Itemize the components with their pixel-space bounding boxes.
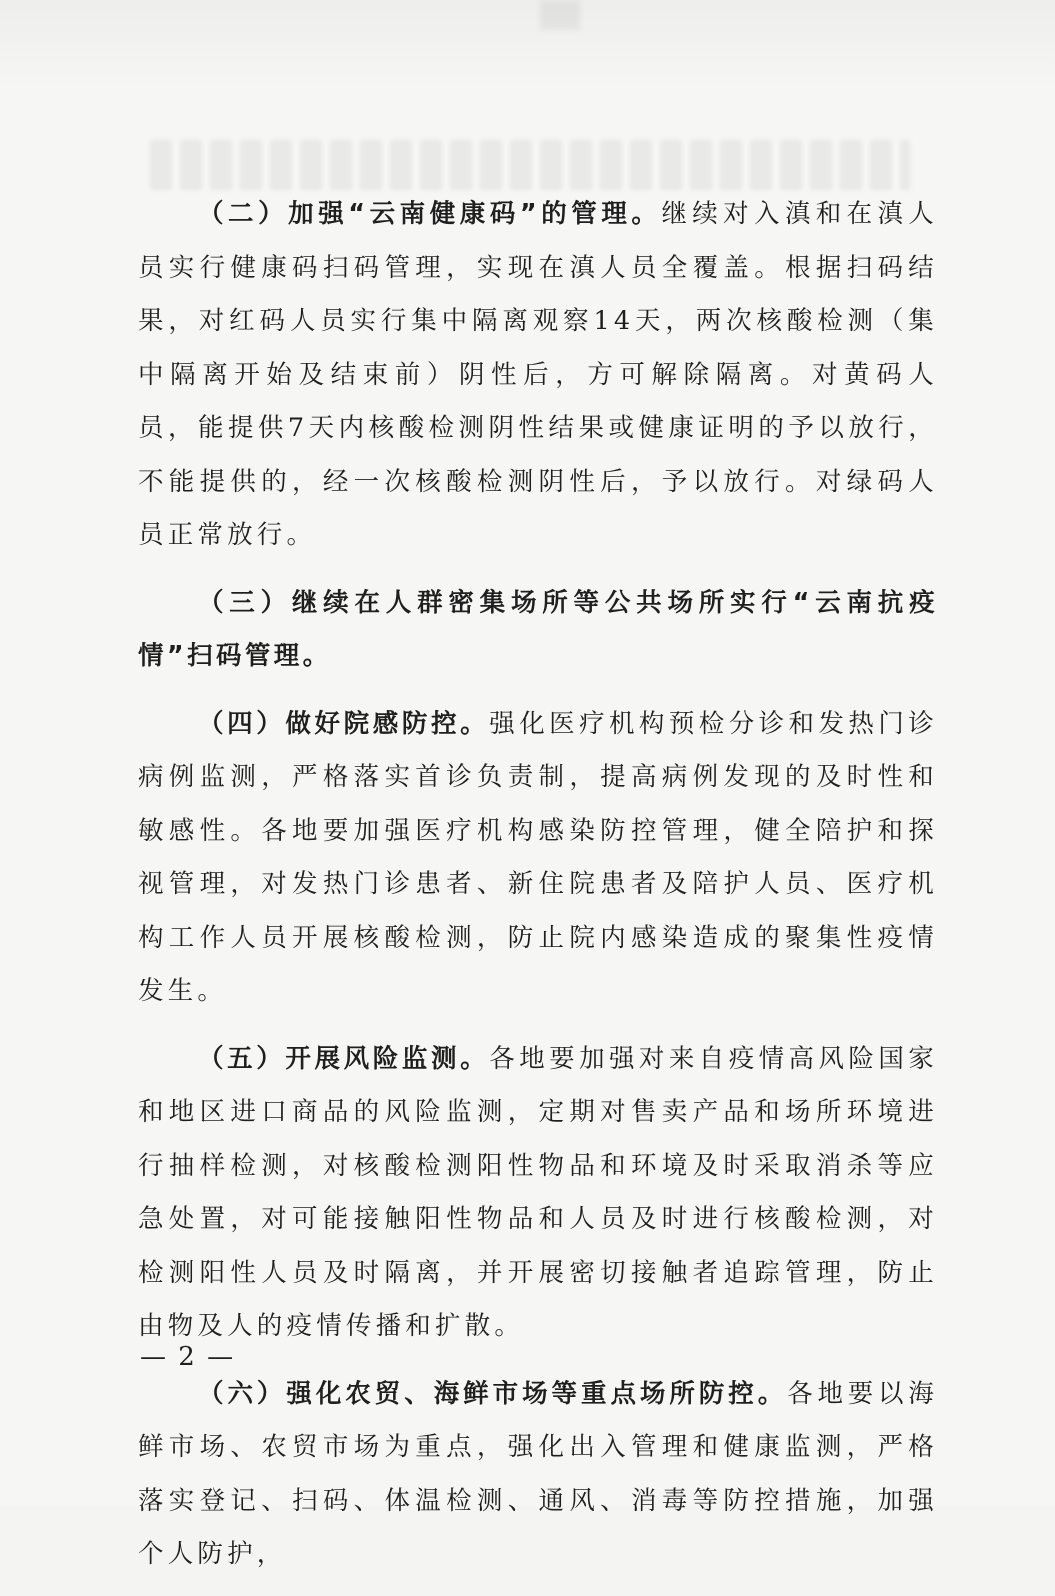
paragraph-5 bbox=[138, 1033, 938, 1354]
bleed-through-mark bbox=[540, 0, 580, 30]
paragraph-heading: （六）强化农贸、海鲜市场等重点场所防控。 bbox=[198, 1378, 788, 1409]
paragraph-heading: （二）加强“云南健康码”的管理。 bbox=[198, 199, 662, 229]
paragraph-text: 各地要加强对来自疫情高风险国家和地区进口商品的风险监测，定期对售卖产品和场所环境进行抽样检测，对核酸检测阳性物品和环境及时采取消杀等应急处置，对可能接触阳性物品和人员及时进行核酸检测，对检测阳性人员及时隔离，并开展密切接触者追踪管理，防止由物及人的疫情传播和扩散。 bbox=[138, 1043, 938, 1341]
bleed-through-text bbox=[150, 140, 910, 190]
paragraph-6 bbox=[138, 1368, 938, 1582]
paragraph-2 bbox=[138, 188, 938, 563]
paragraph-4 bbox=[138, 698, 938, 1019]
paragraph-heading: （三）继续在人群密集场所等公共场所实行“云南抗疫情”扫码管理。 bbox=[138, 587, 938, 671]
paragraph-text: 强化医疗机构预检分诊和发热门诊病例监测，严格落实首诊负责制，提高病例发现的及时性和敏感性。各地要加强医疗机构感染防控管理，健全陪护和探视管理，对发热门诊患者、新住院患者及陪护人员、医疗机构工作人员开展核酸检测，防止院内感染造成的聚集性疫情发生。 bbox=[138, 708, 938, 1006]
paragraph-text: 各地要以海鲜市场、农贸市场为重点，强化出入管理和健康监测，严格落实登记、扫码、体温检测、通风、消毒等防控措施，加强个人防护， bbox=[138, 1378, 938, 1569]
paragraph-3 bbox=[138, 577, 938, 684]
paragraph-heading: （四）做好院感防控。 bbox=[198, 708, 490, 739]
page-number: — 2 — bbox=[140, 1342, 236, 1372]
paragraph-text: 继续对入滇和在滇人员实行健康码扫码管理，实现在滇人员全覆盖。根据扫码结果，对红码人员实行集中隔离观察14天，两次核酸检测（集中隔离开始及结束前）阴性后，方可解除隔离。对黄码人员，能提供7天内核酸检测阴性结果或健康证明的予以放行，不能提供的，经一次核酸检测阴性后，予以放行。对绿码人员正常放行。 bbox=[138, 199, 938, 550]
document-body bbox=[138, 188, 938, 1596]
paragraph-heading: （五）开展风险监测。 bbox=[198, 1043, 490, 1074]
